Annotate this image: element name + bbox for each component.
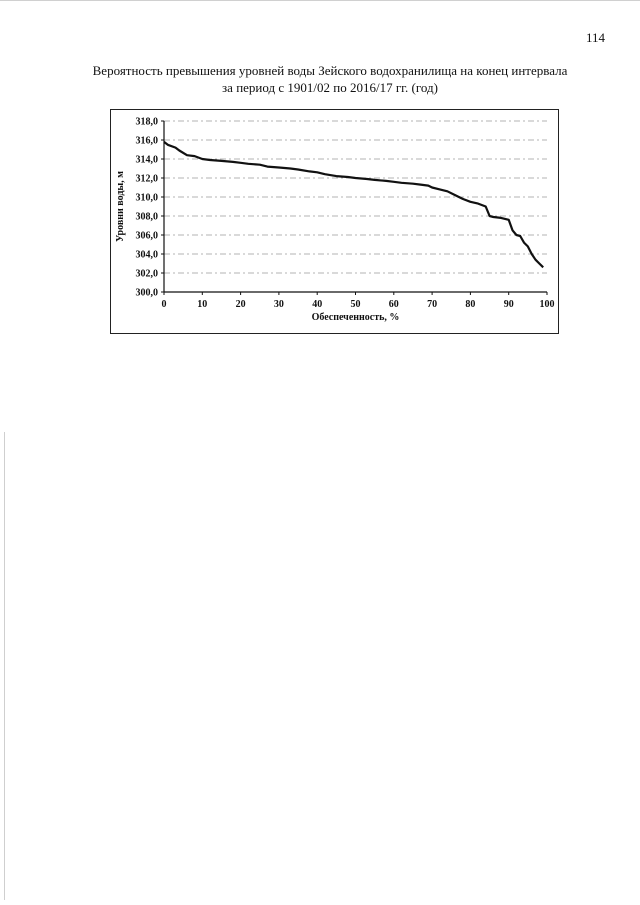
series-layer bbox=[164, 142, 543, 267]
x-tick-label: 90 bbox=[503, 299, 514, 310]
ticks-layer bbox=[136, 117, 555, 311]
page-number: 114 bbox=[586, 30, 606, 45]
series-line bbox=[164, 142, 543, 267]
exceedance-chart bbox=[111, 110, 558, 333]
x-tick-label: 40 bbox=[312, 299, 323, 310]
y-axis-label: Уровни воды, м bbox=[115, 171, 126, 242]
chart-title-line-1: Вероятность превышения уровней воды Зейского водохранилища на конец интервала bbox=[92, 63, 568, 78]
y-tick-label: 306,0 bbox=[135, 230, 158, 242]
x-tick-label: 60 bbox=[388, 299, 399, 310]
y-tick-label: 300,0 bbox=[135, 287, 158, 299]
scan-edge-top bbox=[0, 0, 640, 1]
x-axis-label: Обеспеченность, % bbox=[311, 312, 400, 323]
y-tick-label: 304,0 bbox=[135, 249, 158, 261]
y-tick-label: 310,0 bbox=[135, 192, 158, 204]
y-tick-label: 312,0 bbox=[135, 173, 158, 185]
x-tick-label: 50 bbox=[350, 299, 361, 310]
chart-title-line-2: за период с 1901/02 по 2016/17 гг. (год) bbox=[222, 80, 438, 95]
x-tick-label: 10 bbox=[197, 299, 208, 310]
scan-edge-left bbox=[4, 432, 5, 900]
y-tick-label: 308,0 bbox=[135, 211, 158, 223]
y-tick-label: 302,0 bbox=[135, 268, 158, 280]
y-tick-label: 316,0 bbox=[135, 135, 158, 147]
axes-layer bbox=[164, 121, 547, 292]
y-tick-label: 318,0 bbox=[135, 116, 158, 128]
grid-layer bbox=[164, 121, 547, 273]
x-tick-label: 80 bbox=[465, 299, 476, 310]
y-tick-label: 314,0 bbox=[135, 154, 158, 166]
chart-frame bbox=[110, 109, 559, 334]
chart-title bbox=[60, 62, 600, 96]
x-tick-label: 20 bbox=[235, 299, 246, 310]
x-tick-label: 100 bbox=[539, 299, 555, 310]
x-tick-label: 0 bbox=[161, 299, 167, 310]
x-tick-label: 30 bbox=[273, 299, 284, 310]
x-tick-label: 70 bbox=[427, 299, 438, 310]
